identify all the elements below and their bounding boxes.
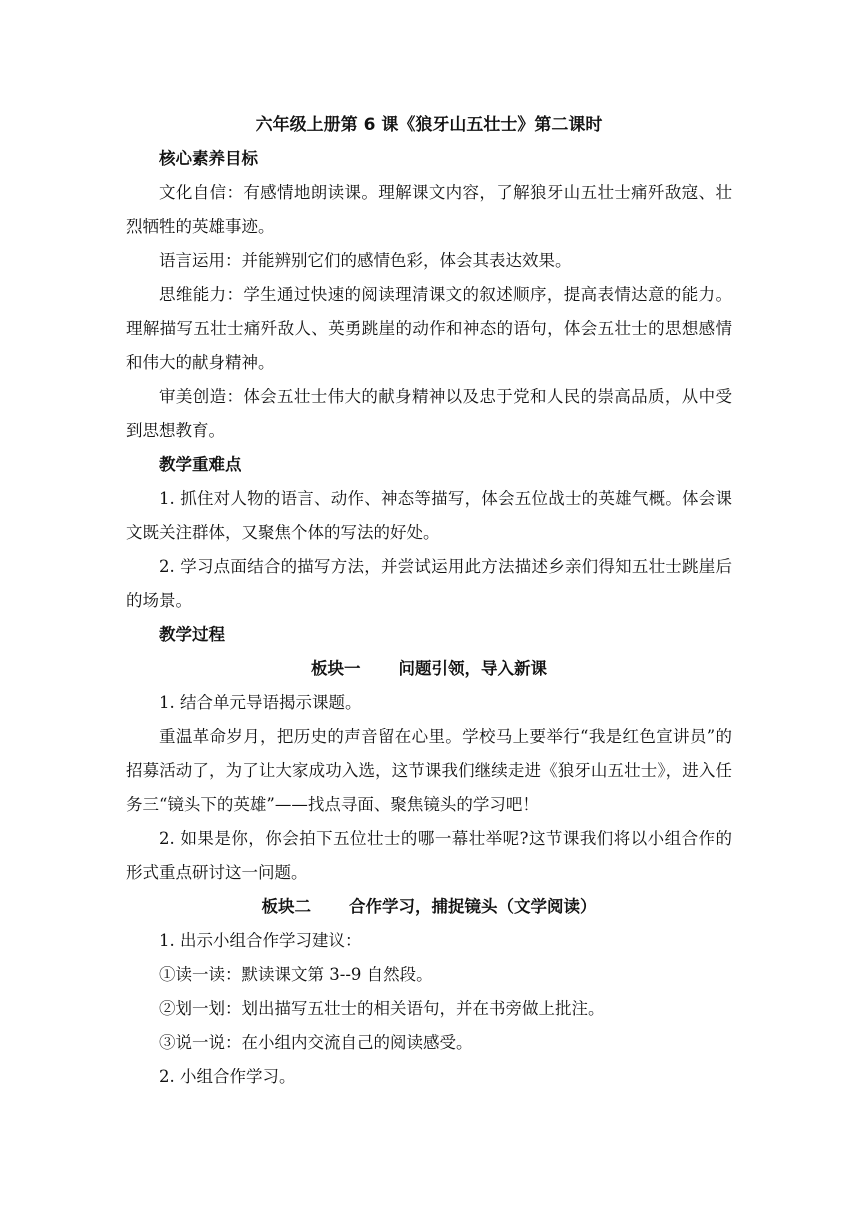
goals-heading: 核心素养目标 xyxy=(159,149,258,168)
block2-label: 板块二 xyxy=(261,897,311,916)
key-points-heading: 教学重难点 xyxy=(159,455,242,474)
process-heading: 教学过程 xyxy=(159,625,225,644)
goal-language: 语言运用：并能辨别它们的感情色彩，体会其表达效果。 xyxy=(159,251,572,270)
block2-item3: ③说一说：在小组内交流自己的阅读感受。 xyxy=(159,1033,473,1052)
block1-heading xyxy=(126,652,732,686)
block2-step1: 1. 出示小组合作学习建议： xyxy=(159,931,362,950)
document-body xyxy=(126,108,732,1094)
goal-thinking: 思维能力：学生通过快速的阅读理清课文的叙述顺序，提高表情达意的能力。理解描写五壮士痛歼敌人、英勇跳崖的动作和神态的语句，体会五壮士的思想感情和伟大的献身精神。 xyxy=(126,285,732,372)
block1-text: 重温革命岁月，把历史的声音留在心里。学校马上要举行“我是红色宣讲员”的招募活动了，为了让大家成功入选，这节课我们继续走进《狼牙山五壮士》，进入任务三“镜头下的英雄”——找点寻面、聚焦镜头的学习吧！ xyxy=(126,727,732,814)
key-point-1: 1. 抓住对人物的语言、动作、神态等描写，体会五位战士的英雄气概。体会课文既关注群体，又聚焦个体的写法的好处。 xyxy=(126,489,732,542)
block1-step1: 1. 结合单元导语揭示课题。 xyxy=(159,693,362,712)
block2-title: 合作学习，捕捉镜头（文学阅读） xyxy=(349,897,597,916)
block2-heading xyxy=(126,890,732,924)
block2-step2: 2. 小组合作学习。 xyxy=(159,1067,296,1086)
document-title: 六年级上册第 6 课《狼牙山五壮士》第二课时 xyxy=(255,115,603,135)
block1-title: 问题引领，导入新课 xyxy=(398,659,547,678)
block1-step2: 2. 如果是你，你会拍下五位壮士的哪一幕壮举呢?这节课我们将以小组合作的形式重点研讨这一问题。 xyxy=(126,829,732,882)
block2-item1: ①读一读：默读课文第 3--9 自然段。 xyxy=(159,965,433,984)
block1-label: 板块一 xyxy=(311,659,361,678)
goal-aesthetic: 审美创造：体会五壮士伟大的献身精神以及忠于党和人民的崇高品质，从中受到思想教育。 xyxy=(126,387,732,440)
block2-item2: ②划一划：划出描写五壮士的相关语句，并在书旁做上批注。 xyxy=(159,999,605,1018)
goal-culture: 文化自信：有感情地朗读课。理解课文内容，了解狼牙山五壮士痛歼敌寇、壮烈牺牲的英雄事迹。 xyxy=(126,183,732,236)
key-point-2: 2. 学习点面结合的描写方法，并尝试运用此方法描述乡亲们得知五壮士跳崖后的场景。 xyxy=(126,557,732,610)
